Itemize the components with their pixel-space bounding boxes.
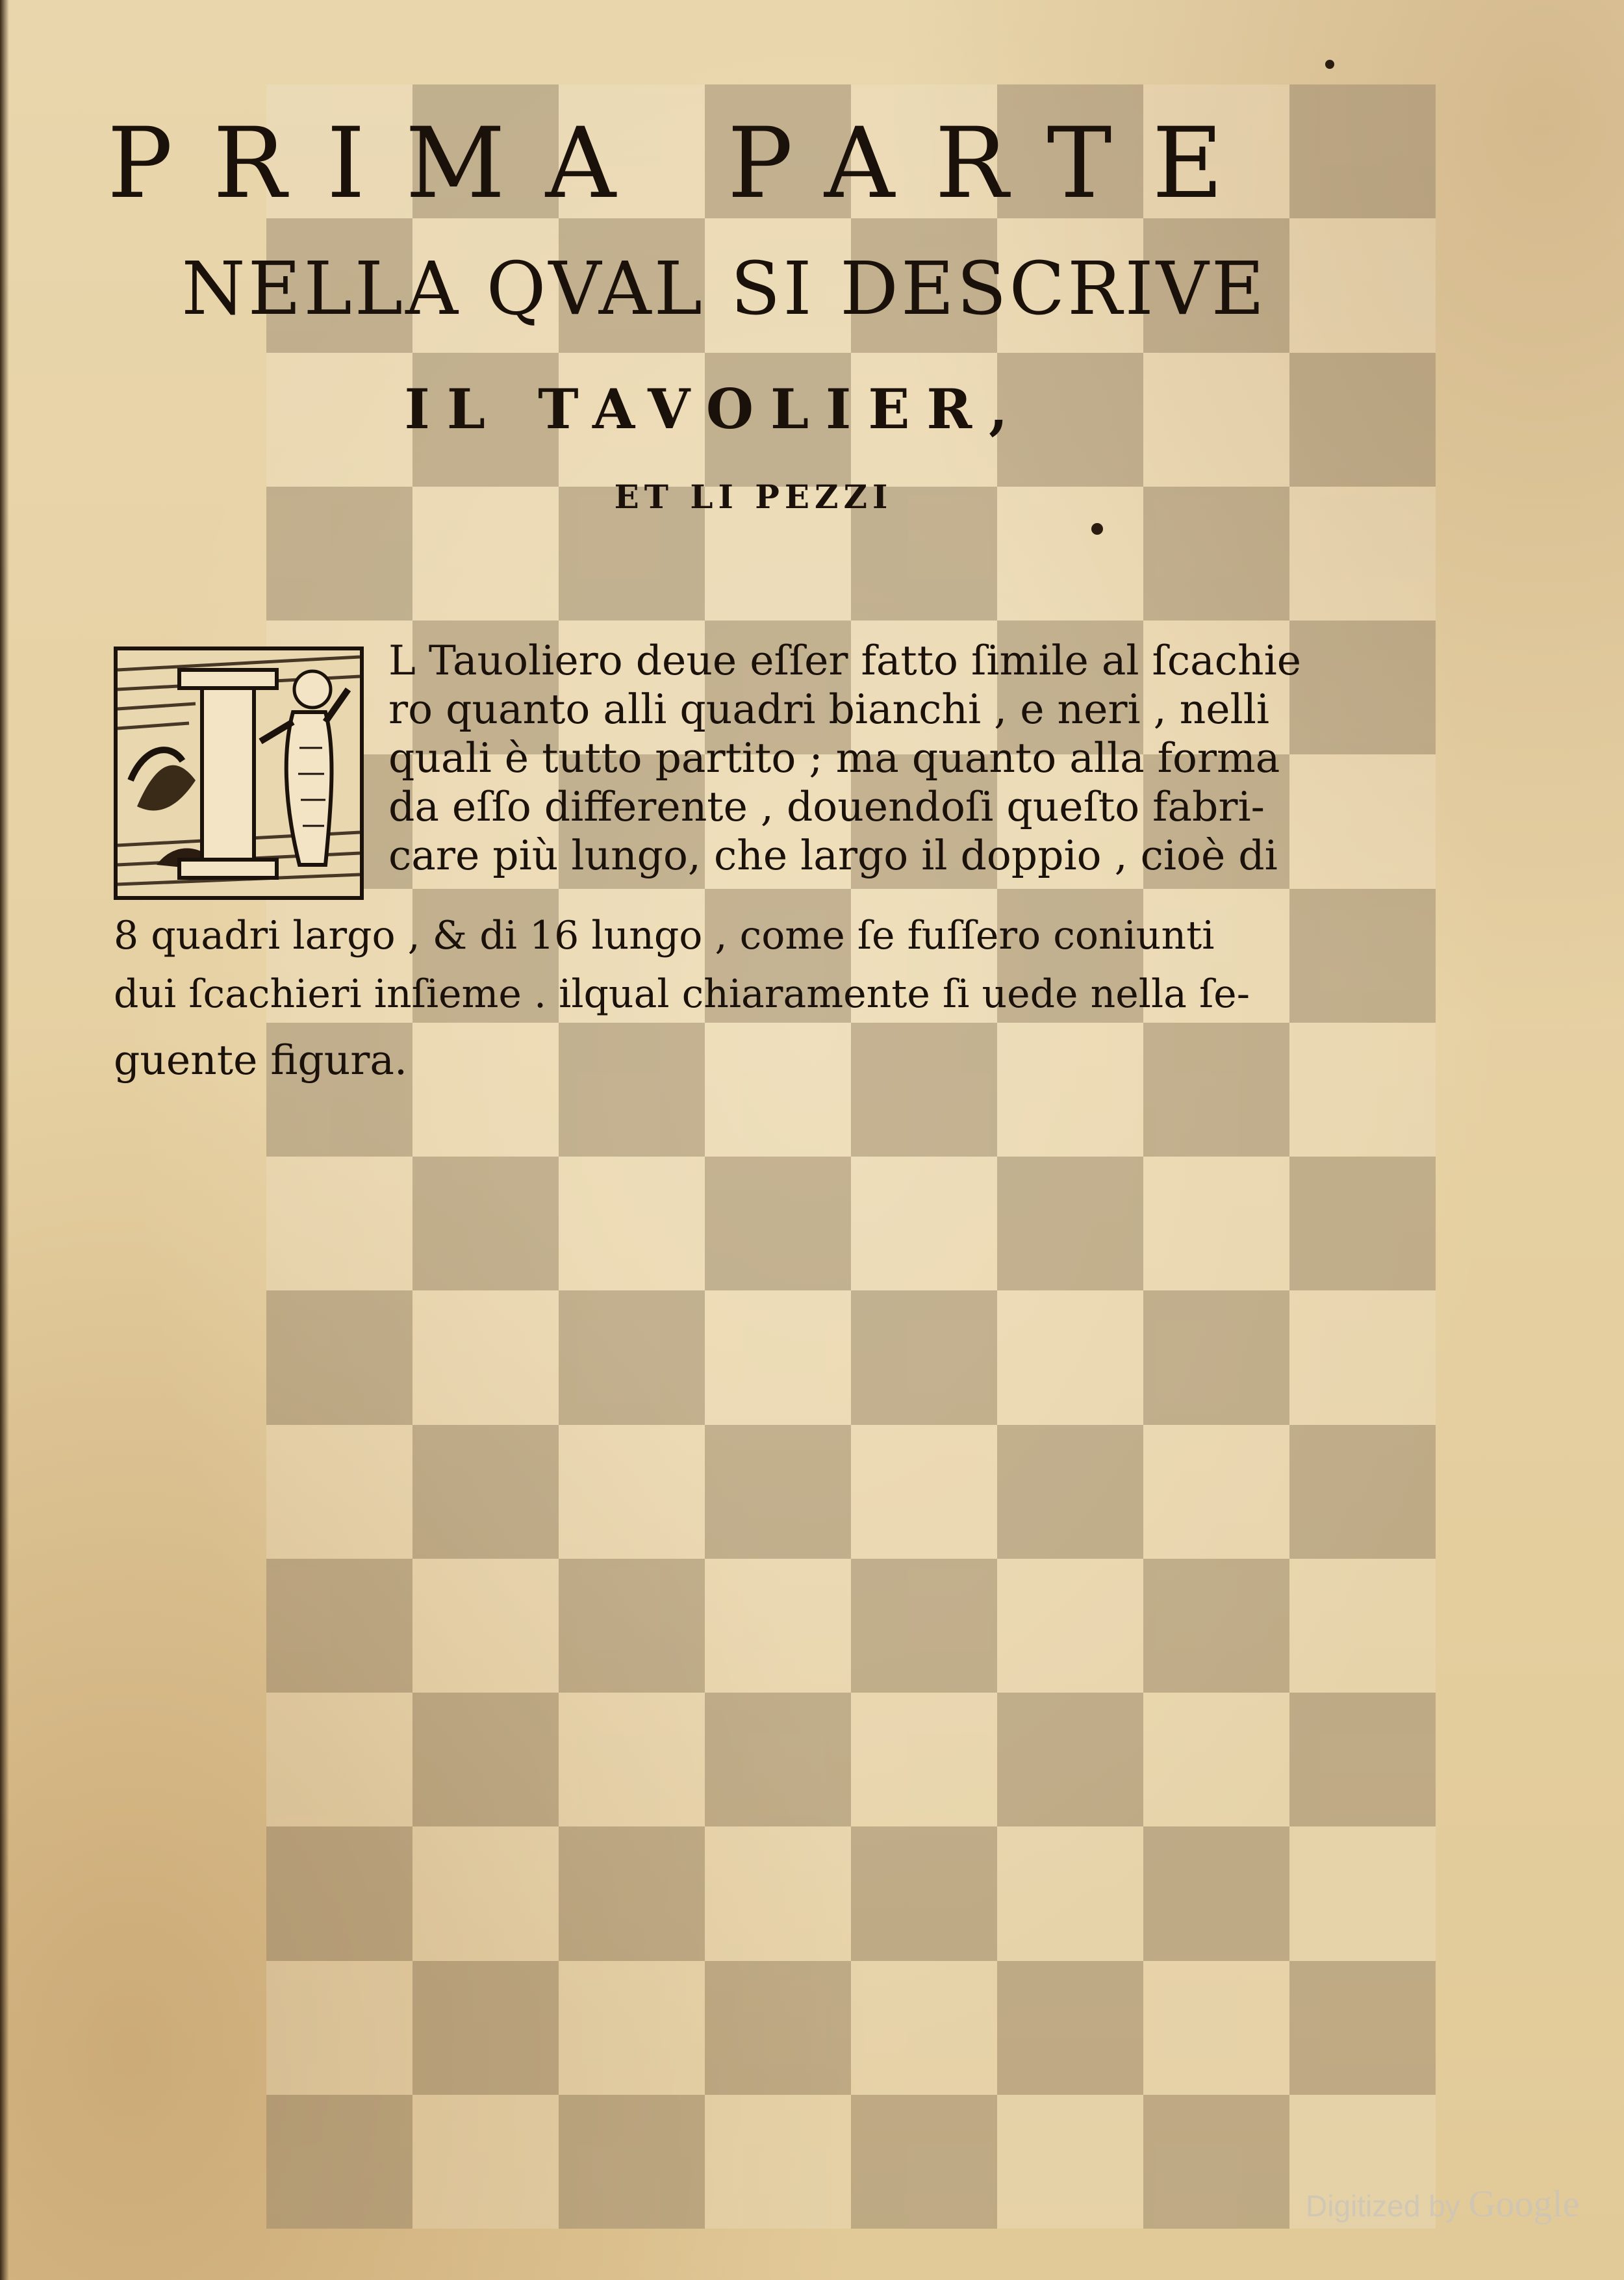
board-square xyxy=(997,1425,1143,1559)
board-square xyxy=(851,2095,997,2229)
board-square xyxy=(1289,1425,1436,1559)
board-square xyxy=(1143,1425,1289,1559)
board-square xyxy=(851,1693,997,1826)
subtitle-il-tavolier: IL TAVOLIER, xyxy=(404,377,1025,441)
board-square xyxy=(705,1157,851,1290)
board-square xyxy=(266,1693,412,1826)
board-square xyxy=(559,1023,705,1157)
board-square xyxy=(412,2095,559,2229)
board-square xyxy=(559,1693,705,1826)
board-square xyxy=(851,1023,997,1157)
board-square xyxy=(1289,1693,1436,1826)
board-square xyxy=(997,2095,1143,2229)
board-square xyxy=(705,1826,851,1960)
board-square xyxy=(1143,1157,1289,1290)
board-square xyxy=(412,1425,559,1559)
woodcut-initial-i xyxy=(114,647,364,900)
board-square xyxy=(266,1290,412,1424)
board-square xyxy=(1143,1961,1289,2095)
board-square xyxy=(997,1023,1143,1157)
ink-speck xyxy=(1325,60,1334,69)
subtitle-et-li-pezzi: ET LI PEZZI xyxy=(614,478,893,516)
board-square xyxy=(412,1693,559,1826)
board-square xyxy=(412,1559,559,1693)
board-square xyxy=(851,1961,997,2095)
subtitle-nella-qual: NELLA QVAL SI DESCRIVE xyxy=(181,247,1267,331)
board-square xyxy=(412,1157,559,1290)
board-square xyxy=(997,1961,1143,2095)
board-square xyxy=(997,1559,1143,1693)
body-line-5: care più lungo, che largo il doppio , cioè di xyxy=(388,832,1278,879)
board-square xyxy=(851,1826,997,1960)
title-prima-parte: PRIMA PARTE xyxy=(107,107,1264,220)
board-square xyxy=(266,1425,412,1559)
board-square xyxy=(412,1290,559,1424)
board-square xyxy=(1289,1157,1436,1290)
board-square xyxy=(1143,1290,1289,1424)
board-square xyxy=(1143,1826,1289,1960)
board-square xyxy=(412,1961,559,2095)
board-square xyxy=(559,1425,705,1559)
board-square xyxy=(559,1290,705,1424)
watermark-brand: Google xyxy=(1468,2183,1580,2225)
body-line-3: quali è tutto partito ; ma quanto alla forma xyxy=(388,734,1280,782)
board-square xyxy=(1143,1559,1289,1693)
page-edge-shadow xyxy=(0,0,9,2280)
board-square xyxy=(705,1693,851,1826)
board-square xyxy=(997,1693,1143,1826)
board-square xyxy=(997,1157,1143,1290)
body-line-8: guente figura. xyxy=(114,1036,408,1084)
board-square xyxy=(997,1826,1143,1960)
board-square xyxy=(851,1290,997,1424)
body-line-2: ro quanto alli quadri bianchi , e neri , nelli xyxy=(388,685,1270,733)
body-line-7: dui ſcachieri inſieme . ilqual chiaramente ſi uede nella ſe- xyxy=(114,971,1250,1017)
board-square xyxy=(266,1559,412,1693)
board-square xyxy=(705,1961,851,2095)
board-square xyxy=(705,2095,851,2229)
board-square xyxy=(851,1559,997,1693)
board-square xyxy=(705,1023,851,1157)
body-line-1: L Tauoliero deue eſſer fatto ſimile al ſcachie xyxy=(388,637,1302,684)
board-square xyxy=(559,1826,705,1960)
board-square xyxy=(705,1559,851,1693)
board-square xyxy=(1289,621,1436,754)
digitized-by-google-watermark xyxy=(1306,2182,1579,2225)
ink-speck xyxy=(1091,523,1103,535)
board-square xyxy=(1289,1559,1436,1693)
board-square xyxy=(851,1157,997,1290)
board-square xyxy=(559,1961,705,2095)
board-square xyxy=(1289,1961,1436,2095)
board-square xyxy=(559,1559,705,1693)
board-square xyxy=(266,2095,412,2229)
board-square xyxy=(266,1157,412,1290)
board-square xyxy=(412,1826,559,1960)
board-square xyxy=(1289,1826,1436,1960)
watermark-prefix: Digitized by xyxy=(1306,2189,1460,2223)
board-square xyxy=(705,1290,851,1424)
board-square xyxy=(412,1023,559,1157)
board-square xyxy=(997,1290,1143,1424)
body-line-6: 8 quadri largo , & di 16 lungo , come ſe fuſſero coniunti xyxy=(114,913,1215,958)
board-square xyxy=(559,2095,705,2229)
board-square xyxy=(1143,1693,1289,1826)
board-square xyxy=(1289,889,1436,1023)
board-square xyxy=(1143,2095,1289,2229)
board-square xyxy=(1289,754,1436,888)
board-square xyxy=(851,1425,997,1559)
board-square xyxy=(266,1826,412,1960)
board-square xyxy=(266,1961,412,2095)
board-square xyxy=(1289,1290,1436,1424)
board-square xyxy=(1143,1023,1289,1157)
board-square xyxy=(1289,1023,1436,1157)
body-line-4: da eſſo differente , douendoſi queſto fabri- xyxy=(388,783,1265,830)
board-square xyxy=(559,1157,705,1290)
board-square xyxy=(705,1425,851,1559)
